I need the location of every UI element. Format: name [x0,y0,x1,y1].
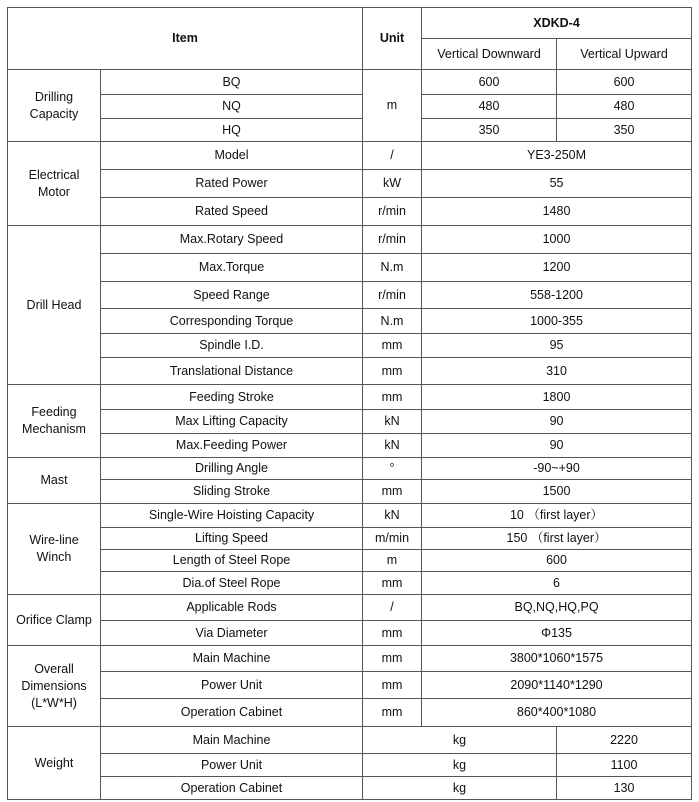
item-unit: kN [363,410,422,434]
item-value: 600 [422,550,692,572]
item-value: 6 [422,572,692,595]
category-drill-head: Drill Head [8,226,101,385]
item-name: Length of Steel Rope [101,550,363,572]
item-unit: r/min [363,226,422,254]
item-name: Max.Rotary Speed [101,226,363,254]
category-line: Feeding [31,405,77,419]
header-model: XDKD-4 [422,8,692,39]
item-name: Dia.of Steel Rope [101,572,363,595]
table-row [8,385,692,410]
item-name: Feeding Stroke [101,385,363,410]
item-name: NQ [101,95,363,119]
item-name: Sliding Stroke [101,480,363,504]
category-mast: Mast [8,458,101,504]
item-value: 1100 [557,754,692,777]
item-value: 10 （first layer） [422,504,692,528]
item-unit: kg [363,727,557,754]
item-name: Speed Range [101,282,363,309]
item-unit: kW [363,170,422,198]
item-name: Drilling Angle [101,458,363,480]
table-row [8,70,692,95]
spec-table [7,7,692,800]
header-unit: Unit [363,8,422,70]
table-row [8,95,692,119]
category-line: Capacity [29,106,79,121]
item-unit: mm [363,385,422,410]
category-orifice-clamp: Orifice Clamp [8,595,101,646]
table-row [8,572,692,595]
category-line: Winch [36,550,72,564]
table-row [8,480,692,504]
category-line: Motor [38,184,70,199]
item-name: Rated Speed [101,198,363,226]
category-line: (L*W*H) [31,695,77,710]
item-value: 150 （first layer） [422,528,692,550]
item-name: HQ [101,119,363,142]
item-unit: m [363,550,422,572]
item-value: 1500 [422,480,692,504]
item-unit: N.m [363,254,422,282]
table-row [8,550,692,572]
item-name: Max.Feeding Power [101,434,363,458]
item-value: 1000 [422,226,692,254]
header-row [8,8,692,39]
category-feeding-mechanism [8,385,101,458]
item-unit: mm [363,646,422,672]
item-name: Main Machine [101,646,363,672]
value-downward: 350 [422,119,557,142]
item-unit: kN [363,434,422,458]
item-value: Φ135 [422,621,692,646]
item-value: 860*400*1080 [422,699,692,727]
item-name: Model [101,142,363,170]
table-row [8,410,692,434]
item-name: Single-Wire Hoisting Capacity [101,504,363,528]
item-name: Operation Cabinet [101,777,363,800]
table-row [8,434,692,458]
table-row [8,727,692,754]
item-name: Max Lifting Capacity [101,410,363,434]
table-row [8,282,692,309]
table-row [8,198,692,226]
table-row [8,595,692,621]
item-name: Power Unit [101,754,363,777]
table-row [8,254,692,282]
value-downward: 600 [422,70,557,95]
item-name: Translational Distance [101,358,363,385]
item-value: 2090*1140*1290 [422,672,692,699]
item-unit: mm [363,699,422,727]
item-unit: mm [363,358,422,385]
item-value: 1000-355 [422,309,692,334]
item-value: 1800 [422,385,692,410]
item-unit: mm [363,621,422,646]
item-value: 1480 [422,198,692,226]
item-name: Operation Cabinet [101,699,363,727]
item-value: -90~+90 [422,458,692,480]
item-value: 130 [557,777,692,800]
item-unit: m/min [363,528,422,550]
table-row [8,504,692,528]
table-row [8,358,692,385]
value-upward: 600 [557,70,692,95]
category-overall-dimensions [8,646,101,727]
item-name: Applicable Rods [101,595,363,621]
value-upward: 480 [557,95,692,119]
category-line: Electrical [28,167,80,182]
item-name: Spindle I.D. [101,334,363,358]
category-weight: Weight [8,727,101,800]
item-name: Via Diameter [101,621,363,646]
item-unit: r/min [363,282,422,309]
category-drilling-capacity [8,70,101,142]
item-value: 1200 [422,254,692,282]
table-row [8,621,692,646]
item-value: 55 [422,170,692,198]
header-vertical-downward: Vertical Downward [422,39,557,70]
table-row [8,458,692,480]
item-name: Rated Power [101,170,363,198]
table-row [8,119,692,142]
item-value: YE3-250M [422,142,692,170]
table-row [8,334,692,358]
table-row [8,777,692,800]
table-row [8,142,692,170]
table-row [8,754,692,777]
item-name: Lifting Speed [101,528,363,550]
item-unit: / [363,595,422,621]
category-line: Overall [34,661,74,676]
item-unit: kN [363,504,422,528]
item-name: Max.Torque [101,254,363,282]
value-upward: 350 [557,119,692,142]
table-row [8,309,692,334]
item-value: BQ,NQ,HQ,PQ [422,595,692,621]
item-value: 3800*1060*1575 [422,646,692,672]
category-line: Dimensions [21,678,87,693]
table-row [8,226,692,254]
item-name: Power Unit [101,672,363,699]
item-value: 2220 [557,727,692,754]
header-item: Item [8,8,363,70]
item-value: 558-1200 [422,282,692,309]
item-name: Main Machine [101,727,363,754]
item-unit: r/min [363,198,422,226]
item-name: BQ [101,70,363,95]
item-unit: / [363,142,422,170]
table-row [8,528,692,550]
category-line: Wire-line [29,533,79,547]
item-unit: mm [363,480,422,504]
item-value: 90 [422,434,692,458]
item-value: 310 [422,358,692,385]
value-downward: 480 [422,95,557,119]
category-wireline-winch [8,504,101,595]
item-unit: kg [363,777,557,800]
table-row [8,699,692,727]
item-unit: kg [363,754,557,777]
item-unit: mm [363,672,422,699]
item-name: Corresponding Torque [101,309,363,334]
item-unit: m [363,70,422,142]
table-row [8,170,692,198]
item-unit: N.m [363,309,422,334]
header-vertical-upward: Vertical Upward [557,39,692,70]
item-unit: ° [363,458,422,480]
category-line: Mechanism [22,422,86,436]
item-unit: mm [363,572,422,595]
category-line: Drilling [34,89,74,104]
table-row [8,672,692,699]
item-value: 90 [422,410,692,434]
category-electrical-motor [8,142,101,226]
table-row [8,646,692,672]
item-value: 95 [422,334,692,358]
item-unit: mm [363,334,422,358]
